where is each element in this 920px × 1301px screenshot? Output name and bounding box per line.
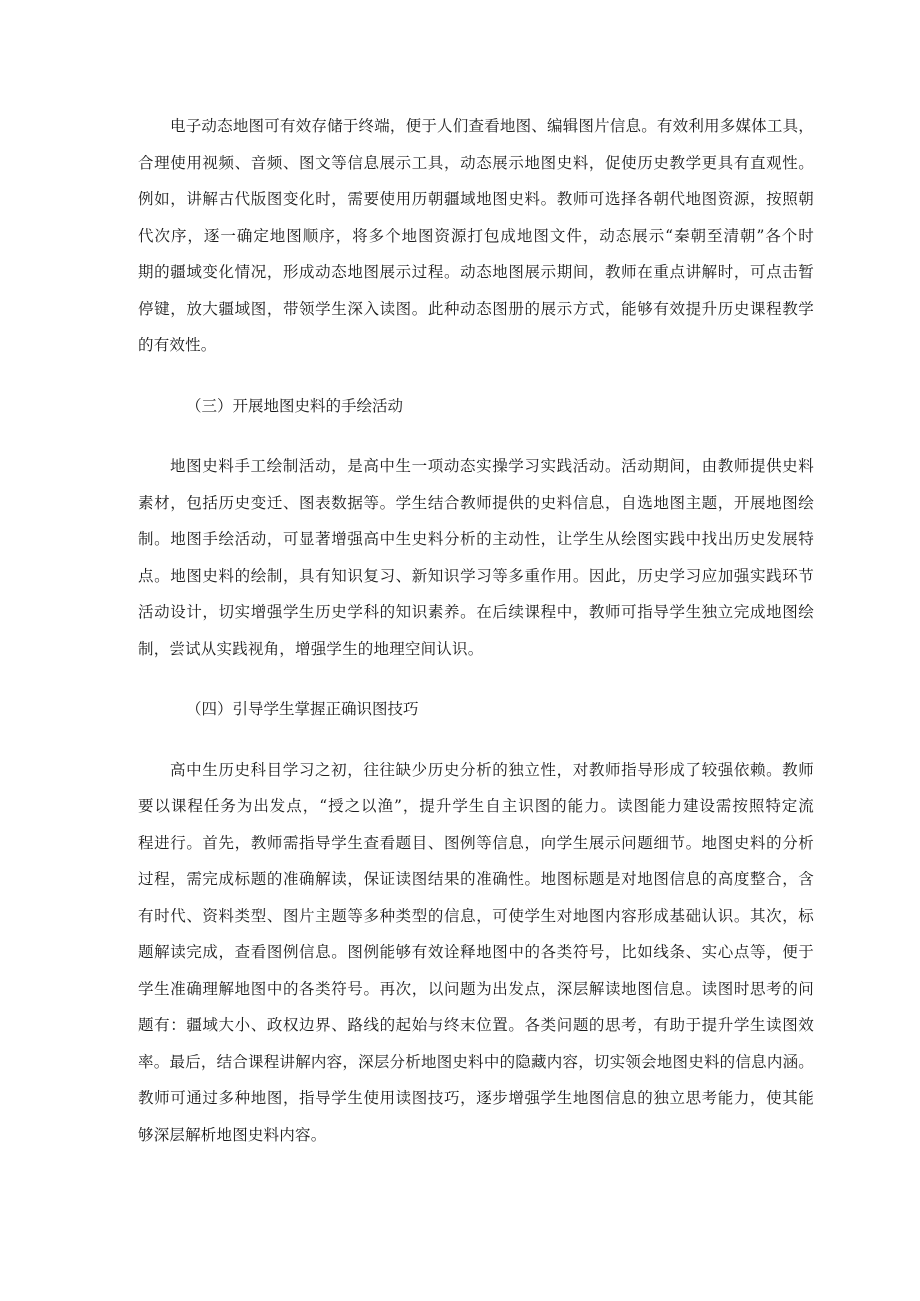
paragraph-line: 的有效性。 [138, 336, 217, 354]
paragraph-line: 题解读完成，查看图例信息。图例能够有效诠释地图中的各类符号，比如线条、实心点等，便于 [138, 943, 814, 961]
paragraph-line: 制，尝试从实践视角，增强学生的地理空间认识。 [138, 639, 484, 658]
paragraph-hand-drawing [138, 448, 814, 667]
paragraph-line: 过程，需完成标题的准确解读，保证读图结果的准确性。地图标题是对地图信息的高度整合，含 [138, 870, 814, 888]
paragraph-line: 点。地图史料的绘制，具有知识复习、新知识学习等多重作用。因此，历史学习应加强实践环节 [138, 566, 814, 585]
paragraph-line: 期的疆域变化情况，形成动态地图展示过程。动态地图展示期间，教师在重点讲解时，可点击暂 [138, 263, 814, 281]
paragraph-line: 高中生历史科目学习之初，往往缺少历史分析的独立性，对教师指导形成了较强依赖。教师 [170, 760, 814, 779]
paragraph-line: 学生准确理解地图中的各类符号。再次，以问题为出发点，深层解读地图信息。读图时思考的问 [138, 979, 814, 998]
paragraph-dynamic-map [138, 108, 814, 364]
paragraph-line: 制。地图手绘活动，可显著增强高中生史料分析的主动性，让学生从绘图实践中找出历史发展特 [138, 530, 814, 548]
paragraph-line: 例如，讲解古代版图变化时，需要使用历朝疆域地图史料。教师可选择各朝代地图资源，按照朝 [138, 190, 814, 208]
section-heading-4: （四）引导学生掌握正确识图技巧 [186, 700, 419, 718]
paragraph-line: 地图史料手工绘制活动，是高中生一项动态实操学习实践活动。活动期间，由教师提供史料 [170, 457, 814, 475]
paragraph-line: 率。最后，结合课程讲解内容，深层分析地图史料中的隐藏内容，切实领会地图史料的信息内涵。 [138, 1052, 814, 1071]
paragraph-line: 电子动态地图可有效存储于终端，便于人们查看地图、编辑图片信息。有效利用多媒体工具， [170, 117, 814, 135]
paragraph-line: 够深层解析地图史料内容。 [138, 1125, 327, 1144]
document-page [138, 108, 814, 1153]
paragraph-map-reading [138, 752, 814, 1154]
paragraph-line: 教师可通过多种地图，指导学生使用读图技巧，逐步增强学生地图信息的独立思考能力，使其能 [138, 1089, 814, 1107]
paragraph-line: 题有：疆域大小、政权边界、路线的起始与终末位置。各类问题的思考，有助于提升学生读图效 [138, 1016, 814, 1034]
paragraph-line: 停键，放大疆域图，带领学生深入读图。此种动态图册的展示方式，能够有效提升历史课程教学 [138, 299, 814, 318]
paragraph-line: 代次序，逐一确定地图顺序，将多个地图资源打包成地图文件，动态展示“秦朝至清朝”各个时 [138, 226, 814, 245]
section-heading-3: （三）开展地图史料的手绘活动 [186, 396, 404, 415]
paragraph-line: 合理使用视频、音频、图文等信息展示工具，动态展示地图史料，促使历史教学更具有直观性。 [138, 153, 814, 172]
paragraph-line: 要以课程任务为出发点，“授之以渔”，提升学生自主识图的能力。读图能力建设需按照特定流 [138, 797, 814, 815]
paragraph-line: 程进行。首先，教师需指导学生查看题目、图例等信息，向学生展示问题细节。地图史料的分析 [138, 833, 814, 852]
paragraph-line: 活动设计，切实增强学生历史学科的知识素养。在后续课程中，教师可指导学生独立完成地图绘 [138, 603, 814, 621]
paragraph-line: 有时代、资料类型、图片主题等多种类型的信息，可使学生对地图内容形成基础认识。其次，标 [138, 906, 814, 925]
paragraph-line: 素材，包括历史变迁、图表数据等。学生结合教师提供的史料信息，自选地图主题，开展地图绘 [138, 493, 814, 512]
